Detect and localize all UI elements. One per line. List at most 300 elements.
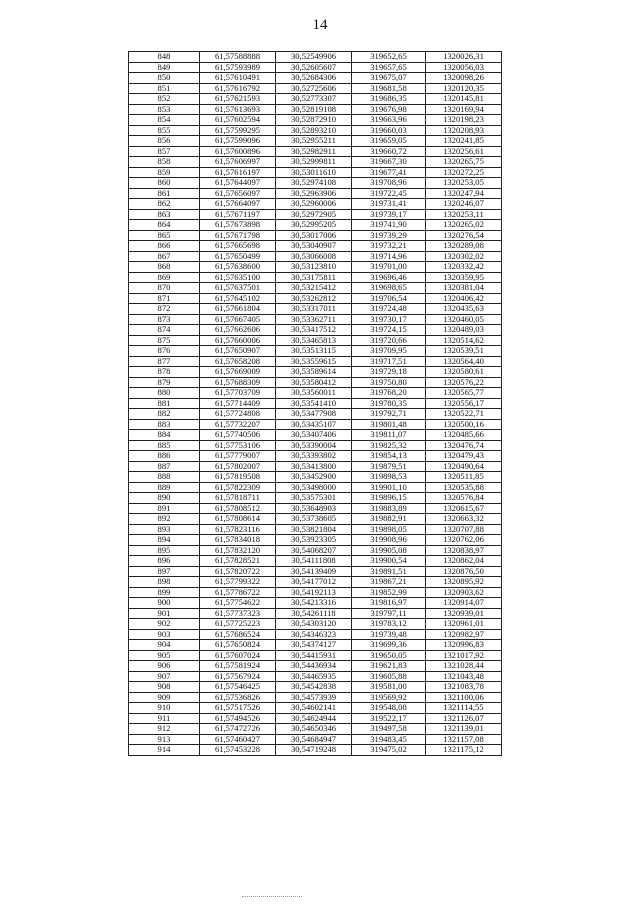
table-row xyxy=(129,335,502,346)
table-row xyxy=(129,199,502,210)
y-coordinate-cell: 1320535,88 xyxy=(426,482,502,493)
longitude-cell: 30,53738605 xyxy=(276,514,352,525)
x-coordinate-cell: 319663,96 xyxy=(352,115,426,126)
footer-dotted-line xyxy=(242,896,302,897)
table-row xyxy=(129,556,502,567)
x-coordinate-cell: 319475,02 xyxy=(352,745,426,756)
y-coordinate-cell: 1320241,85 xyxy=(426,136,502,147)
y-coordinate-cell: 1320522,71 xyxy=(426,409,502,420)
point-number-cell: 878 xyxy=(129,367,200,378)
x-coordinate-cell: 319652,65 xyxy=(352,52,426,63)
table-row xyxy=(129,356,502,367)
longitude-cell: 30,52725606 xyxy=(276,83,352,94)
table-row xyxy=(129,125,502,136)
point-number-cell: 908 xyxy=(129,682,200,693)
y-coordinate-cell: 1320332,42 xyxy=(426,262,502,273)
point-number-cell: 852 xyxy=(129,94,200,105)
y-coordinate-cell: 1320615,67 xyxy=(426,503,502,514)
latitude-cell: 61,57536826 xyxy=(200,692,276,703)
table-row xyxy=(129,346,502,357)
x-coordinate-cell: 319905,08 xyxy=(352,545,426,556)
longitude-cell: 30,54542838 xyxy=(276,682,352,693)
point-number-cell: 895 xyxy=(129,545,200,556)
y-coordinate-cell: 1320565,77 xyxy=(426,388,502,399)
latitude-cell: 61,57613693 xyxy=(200,104,276,115)
point-number-cell: 880 xyxy=(129,388,200,399)
longitude-cell: 30,52963906 xyxy=(276,188,352,199)
y-coordinate-cell: 1320903,62 xyxy=(426,587,502,598)
latitude-cell: 61,57567924 xyxy=(200,671,276,682)
table-row xyxy=(129,367,502,378)
longitude-cell: 30,53175811 xyxy=(276,272,352,283)
point-number-cell: 875 xyxy=(129,335,200,346)
point-number-cell: 902 xyxy=(129,619,200,630)
table-row xyxy=(129,104,502,115)
longitude-cell: 30,52972905 xyxy=(276,209,352,220)
x-coordinate-cell: 319724,15 xyxy=(352,325,426,336)
longitude-cell: 30,53435107 xyxy=(276,419,352,430)
table-row xyxy=(129,640,502,651)
longitude-cell: 30,54650346 xyxy=(276,724,352,735)
point-number-cell: 896 xyxy=(129,556,200,567)
longitude-cell: 30,53362711 xyxy=(276,314,352,325)
y-coordinate-cell: 1321043,48 xyxy=(426,671,502,682)
x-coordinate-cell: 319896,15 xyxy=(352,493,426,504)
table-row xyxy=(129,262,502,273)
longitude-cell: 30,54602141 xyxy=(276,703,352,714)
latitude-cell: 61,57669009 xyxy=(200,367,276,378)
table-row xyxy=(129,136,502,147)
x-coordinate-cell: 319891,51 xyxy=(352,566,426,577)
table-row xyxy=(129,230,502,241)
x-coordinate-cell: 319708,96 xyxy=(352,178,426,189)
longitude-cell: 30,54719248 xyxy=(276,745,352,756)
table-row xyxy=(129,241,502,252)
point-number-cell: 900 xyxy=(129,598,200,609)
longitude-cell: 30,54346323 xyxy=(276,629,352,640)
latitude-cell: 61,57635100 xyxy=(200,272,276,283)
table-row xyxy=(129,83,502,94)
page-number: 14 xyxy=(312,17,328,33)
x-coordinate-cell: 319706,54 xyxy=(352,293,426,304)
y-coordinate-cell: 1320479,43 xyxy=(426,451,502,462)
point-number-cell: 848 xyxy=(129,52,200,63)
point-number-cell: 911 xyxy=(129,713,200,724)
x-coordinate-cell: 319667,30 xyxy=(352,157,426,168)
point-number-cell: 913 xyxy=(129,734,200,745)
longitude-cell: 30,53215412 xyxy=(276,283,352,294)
table-row xyxy=(129,535,502,546)
latitude-cell: 61,57671197 xyxy=(200,209,276,220)
x-coordinate-cell: 319739,17 xyxy=(352,209,426,220)
latitude-cell: 61,57786722 xyxy=(200,587,276,598)
point-number-cell: 860 xyxy=(129,178,200,189)
longitude-cell: 30,53923305 xyxy=(276,535,352,546)
latitude-cell: 61,57688309 xyxy=(200,377,276,388)
point-number-cell: 905 xyxy=(129,650,200,661)
y-coordinate-cell: 1320265,02 xyxy=(426,220,502,231)
x-coordinate-cell: 319883,89 xyxy=(352,503,426,514)
y-coordinate-cell: 1321083,78 xyxy=(426,682,502,693)
point-number-cell: 886 xyxy=(129,451,200,462)
latitude-cell: 61,57662606 xyxy=(200,325,276,336)
x-coordinate-cell: 319816,97 xyxy=(352,598,426,609)
longitude-cell: 30,53417512 xyxy=(276,325,352,336)
point-number-cell: 874 xyxy=(129,325,200,336)
x-coordinate-cell: 319722,45 xyxy=(352,188,426,199)
y-coordinate-cell: 1320914,07 xyxy=(426,598,502,609)
x-coordinate-cell: 319709,95 xyxy=(352,346,426,357)
point-number-cell: 856 xyxy=(129,136,200,147)
latitude-cell: 61,57460427 xyxy=(200,734,276,745)
longitude-cell: 30,53066008 xyxy=(276,251,352,262)
point-number-cell: 912 xyxy=(129,724,200,735)
table-row xyxy=(129,629,502,640)
point-number-cell: 909 xyxy=(129,692,200,703)
longitude-cell: 30,52974108 xyxy=(276,178,352,189)
point-number-cell: 891 xyxy=(129,503,200,514)
point-number-cell: 859 xyxy=(129,167,200,178)
latitude-cell: 61,57664097 xyxy=(200,199,276,210)
longitude-cell: 30,54465935 xyxy=(276,671,352,682)
point-number-cell: 884 xyxy=(129,430,200,441)
longitude-cell: 30,53560011 xyxy=(276,388,352,399)
latitude-cell: 61,57732207 xyxy=(200,419,276,430)
y-coordinate-cell: 1320895,92 xyxy=(426,577,502,588)
y-coordinate-cell: 1320253,11 xyxy=(426,209,502,220)
latitude-cell: 61,57714409 xyxy=(200,398,276,409)
x-coordinate-cell: 319852,99 xyxy=(352,587,426,598)
table-row xyxy=(129,209,502,220)
table-row xyxy=(129,745,502,756)
point-number-cell: 858 xyxy=(129,157,200,168)
table-row xyxy=(129,115,502,126)
y-coordinate-cell: 1321100,06 xyxy=(426,692,502,703)
table-row xyxy=(129,293,502,304)
longitude-cell: 30,54192113 xyxy=(276,587,352,598)
x-coordinate-cell: 319621,83 xyxy=(352,661,426,672)
longitude-cell: 30,52982911 xyxy=(276,146,352,157)
point-number-cell: 914 xyxy=(129,745,200,756)
longitude-cell: 30,52872910 xyxy=(276,115,352,126)
x-coordinate-cell: 319750,80 xyxy=(352,377,426,388)
latitude-cell: 61,57834018 xyxy=(200,535,276,546)
y-coordinate-cell: 1320198,23 xyxy=(426,115,502,126)
point-number-cell: 901 xyxy=(129,608,200,619)
latitude-cell: 61,57616197 xyxy=(200,167,276,178)
x-coordinate-cell: 319741,90 xyxy=(352,220,426,231)
x-coordinate-cell: 319522,17 xyxy=(352,713,426,724)
point-number-cell: 898 xyxy=(129,577,200,588)
table-row xyxy=(129,598,502,609)
longitude-cell: 30,53262812 xyxy=(276,293,352,304)
x-coordinate-cell: 319720,66 xyxy=(352,335,426,346)
latitude-cell: 61,57650499 xyxy=(200,251,276,262)
table-row xyxy=(129,272,502,283)
point-number-cell: 890 xyxy=(129,493,200,504)
x-coordinate-cell: 319729,18 xyxy=(352,367,426,378)
latitude-cell: 61,57453228 xyxy=(200,745,276,756)
latitude-cell: 61,57650907 xyxy=(200,346,276,357)
table-row xyxy=(129,650,502,661)
longitude-cell: 30,53393802 xyxy=(276,451,352,462)
latitude-cell: 61,57740506 xyxy=(200,430,276,441)
y-coordinate-cell: 1320406,42 xyxy=(426,293,502,304)
longitude-cell: 30,53452900 xyxy=(276,472,352,483)
latitude-cell: 61,57754622 xyxy=(200,598,276,609)
longitude-cell: 30,53413800 xyxy=(276,461,352,472)
table-row xyxy=(129,388,502,399)
x-coordinate-cell: 319699,36 xyxy=(352,640,426,651)
y-coordinate-cell: 1320838,97 xyxy=(426,545,502,556)
point-number-cell: 877 xyxy=(129,356,200,367)
table-row xyxy=(129,713,502,724)
latitude-cell: 61,57606997 xyxy=(200,157,276,168)
x-coordinate-cell: 319581,00 xyxy=(352,682,426,693)
latitude-cell: 61,57671798 xyxy=(200,230,276,241)
y-coordinate-cell: 1320026,31 xyxy=(426,52,502,63)
table-row xyxy=(129,503,502,514)
y-coordinate-cell: 1321175,12 xyxy=(426,745,502,756)
longitude-cell: 30,53123810 xyxy=(276,262,352,273)
y-coordinate-cell: 1320511,85 xyxy=(426,472,502,483)
table-row xyxy=(129,430,502,441)
latitude-cell: 61,57818711 xyxy=(200,493,276,504)
table-row xyxy=(129,482,502,493)
x-coordinate-cell: 319677,41 xyxy=(352,167,426,178)
table-row xyxy=(129,419,502,430)
x-coordinate-cell: 319660,72 xyxy=(352,146,426,157)
longitude-cell: 30,53407406 xyxy=(276,430,352,441)
y-coordinate-cell: 1320246,07 xyxy=(426,199,502,210)
point-number-cell: 879 xyxy=(129,377,200,388)
latitude-cell: 61,57644097 xyxy=(200,178,276,189)
longitude-cell: 30,54436934 xyxy=(276,661,352,672)
y-coordinate-cell: 1320556,17 xyxy=(426,398,502,409)
table-row xyxy=(129,493,502,504)
latitude-cell: 61,57665698 xyxy=(200,241,276,252)
longitude-cell: 30,53390004 xyxy=(276,440,352,451)
latitude-cell: 61,57600896 xyxy=(200,146,276,157)
y-coordinate-cell: 1320276,54 xyxy=(426,230,502,241)
latitude-cell: 61,57819508 xyxy=(200,472,276,483)
table-row xyxy=(129,587,502,598)
y-coordinate-cell: 1320485,66 xyxy=(426,430,502,441)
x-coordinate-cell: 319879,51 xyxy=(352,461,426,472)
y-coordinate-cell: 1321126,07 xyxy=(426,713,502,724)
latitude-cell: 61,57616792 xyxy=(200,83,276,94)
latitude-cell: 61,57667405 xyxy=(200,314,276,325)
longitude-cell: 30,53513115 xyxy=(276,346,352,357)
point-number-cell: 855 xyxy=(129,125,200,136)
table-row xyxy=(129,734,502,745)
latitude-cell: 61,57724808 xyxy=(200,409,276,420)
y-coordinate-cell: 1320576,22 xyxy=(426,377,502,388)
y-coordinate-cell: 1320359,95 xyxy=(426,272,502,283)
x-coordinate-cell: 319783,12 xyxy=(352,619,426,630)
latitude-cell: 61,57472726 xyxy=(200,724,276,735)
table-row xyxy=(129,682,502,693)
x-coordinate-cell: 319717,51 xyxy=(352,356,426,367)
latitude-cell: 61,57621593 xyxy=(200,94,276,105)
x-coordinate-cell: 319698,65 xyxy=(352,283,426,294)
y-coordinate-cell: 1320272,25 xyxy=(426,167,502,178)
y-coordinate-cell: 1320996,83 xyxy=(426,640,502,651)
y-coordinate-cell: 1320663,32 xyxy=(426,514,502,525)
table-row xyxy=(129,461,502,472)
longitude-cell: 30,52955211 xyxy=(276,136,352,147)
point-number-cell: 850 xyxy=(129,73,200,84)
longitude-cell: 30,53465813 xyxy=(276,335,352,346)
x-coordinate-cell: 319898,53 xyxy=(352,472,426,483)
y-coordinate-cell: 1320762,06 xyxy=(426,535,502,546)
y-coordinate-cell: 1320302,02 xyxy=(426,251,502,262)
table-row xyxy=(129,62,502,73)
point-number-cell: 889 xyxy=(129,482,200,493)
y-coordinate-cell: 1320381,04 xyxy=(426,283,502,294)
longitude-cell: 30,54139409 xyxy=(276,566,352,577)
longitude-cell: 30,53580412 xyxy=(276,377,352,388)
longitude-cell: 30,53575301 xyxy=(276,493,352,504)
y-coordinate-cell: 1320514,62 xyxy=(426,335,502,346)
point-number-cell: 867 xyxy=(129,251,200,262)
point-number-cell: 881 xyxy=(129,398,200,409)
latitude-cell: 61,57753106 xyxy=(200,440,276,451)
table-row xyxy=(129,314,502,325)
latitude-cell: 61,57581924 xyxy=(200,661,276,672)
latitude-cell: 61,57828521 xyxy=(200,556,276,567)
x-coordinate-cell: 319650,05 xyxy=(352,650,426,661)
x-coordinate-cell: 319724,48 xyxy=(352,304,426,315)
y-coordinate-cell: 1320707,88 xyxy=(426,524,502,535)
longitude-cell: 30,53541410 xyxy=(276,398,352,409)
x-coordinate-cell: 319660,03 xyxy=(352,125,426,136)
point-number-cell: 907 xyxy=(129,671,200,682)
latitude-cell: 61,57686524 xyxy=(200,629,276,640)
latitude-cell: 61,57808614 xyxy=(200,514,276,525)
y-coordinate-cell: 1320564,40 xyxy=(426,356,502,367)
point-number-cell: 883 xyxy=(129,419,200,430)
point-number-cell: 903 xyxy=(129,629,200,640)
y-coordinate-cell: 1320256,61 xyxy=(426,146,502,157)
latitude-cell: 61,57593989 xyxy=(200,62,276,73)
longitude-cell: 30,52995205 xyxy=(276,220,352,231)
table-row xyxy=(129,409,502,420)
table-row xyxy=(129,703,502,714)
latitude-cell: 61,57610491 xyxy=(200,73,276,84)
longitude-cell: 30,54624944 xyxy=(276,713,352,724)
longitude-cell: 30,54261118 xyxy=(276,608,352,619)
table-row xyxy=(129,661,502,672)
x-coordinate-cell: 319739,29 xyxy=(352,230,426,241)
longitude-cell: 30,53317011 xyxy=(276,304,352,315)
x-coordinate-cell: 319792,71 xyxy=(352,409,426,420)
x-coordinate-cell: 319497,58 xyxy=(352,724,426,735)
point-number-cell: 870 xyxy=(129,283,200,294)
y-coordinate-cell: 1321114,55 xyxy=(426,703,502,714)
longitude-cell: 30,52960006 xyxy=(276,199,352,210)
x-coordinate-cell: 319811,07 xyxy=(352,430,426,441)
table-row xyxy=(129,377,502,388)
y-coordinate-cell: 1320862,04 xyxy=(426,556,502,567)
point-number-cell: 888 xyxy=(129,472,200,483)
point-number-cell: 897 xyxy=(129,566,200,577)
y-coordinate-cell: 1320982,97 xyxy=(426,629,502,640)
y-coordinate-cell: 1320539,51 xyxy=(426,346,502,357)
longitude-cell: 30,52549906 xyxy=(276,52,352,63)
longitude-cell: 30,53477908 xyxy=(276,409,352,420)
y-coordinate-cell: 1320265,75 xyxy=(426,157,502,168)
longitude-cell: 30,53589614 xyxy=(276,367,352,378)
longitude-cell: 30,54303120 xyxy=(276,619,352,630)
longitude-cell: 30,54415931 xyxy=(276,650,352,661)
x-coordinate-cell: 319900,54 xyxy=(352,556,426,567)
latitude-cell: 61,57650824 xyxy=(200,640,276,651)
longitude-cell: 30,52819108 xyxy=(276,104,352,115)
point-number-cell: 866 xyxy=(129,241,200,252)
x-coordinate-cell: 319659,05 xyxy=(352,136,426,147)
table-row xyxy=(129,577,502,588)
x-coordinate-cell: 319768,20 xyxy=(352,388,426,399)
longitude-cell: 30,53559615 xyxy=(276,356,352,367)
latitude-cell: 61,57822309 xyxy=(200,482,276,493)
x-coordinate-cell: 319854,13 xyxy=(352,451,426,462)
point-number-cell: 904 xyxy=(129,640,200,651)
y-coordinate-cell: 1320120,35 xyxy=(426,83,502,94)
y-coordinate-cell: 1320098,26 xyxy=(426,73,502,84)
table-row xyxy=(129,619,502,630)
y-coordinate-cell: 1321028,44 xyxy=(426,661,502,672)
longitude-cell: 30,53821804 xyxy=(276,524,352,535)
latitude-cell: 61,57517526 xyxy=(200,703,276,714)
x-coordinate-cell: 319901,10 xyxy=(352,482,426,493)
point-number-cell: 882 xyxy=(129,409,200,420)
y-coordinate-cell: 1321139,01 xyxy=(426,724,502,735)
y-coordinate-cell: 1320961,01 xyxy=(426,619,502,630)
table-row xyxy=(129,188,502,199)
table-row xyxy=(129,146,502,157)
point-number-cell: 853 xyxy=(129,104,200,115)
latitude-cell: 61,57599096 xyxy=(200,136,276,147)
x-coordinate-cell: 319739,48 xyxy=(352,629,426,640)
y-coordinate-cell: 1320876,50 xyxy=(426,566,502,577)
y-coordinate-cell: 1320169,94 xyxy=(426,104,502,115)
table-row xyxy=(129,671,502,682)
longitude-cell: 30,54068207 xyxy=(276,545,352,556)
x-coordinate-cell: 319908,96 xyxy=(352,535,426,546)
x-coordinate-cell: 319730,17 xyxy=(352,314,426,325)
table-row xyxy=(129,724,502,735)
coordinates-table-body xyxy=(129,52,502,756)
point-number-cell: 910 xyxy=(129,703,200,714)
longitude-cell: 30,53648903 xyxy=(276,503,352,514)
longitude-cell: 30,52684306 xyxy=(276,73,352,84)
table-row xyxy=(129,304,502,315)
table-row xyxy=(129,524,502,535)
point-number-cell: 864 xyxy=(129,220,200,231)
longitude-cell: 30,54111808 xyxy=(276,556,352,567)
latitude-cell: 61,57637501 xyxy=(200,283,276,294)
point-number-cell: 893 xyxy=(129,524,200,535)
latitude-cell: 61,57725223 xyxy=(200,619,276,630)
x-coordinate-cell: 319867,21 xyxy=(352,577,426,588)
table-row xyxy=(129,472,502,483)
latitude-cell: 61,57820722 xyxy=(200,566,276,577)
longitude-cell: 30,53011610 xyxy=(276,167,352,178)
point-number-cell: 887 xyxy=(129,461,200,472)
table-row xyxy=(129,545,502,556)
latitude-cell: 61,57588888 xyxy=(200,52,276,63)
